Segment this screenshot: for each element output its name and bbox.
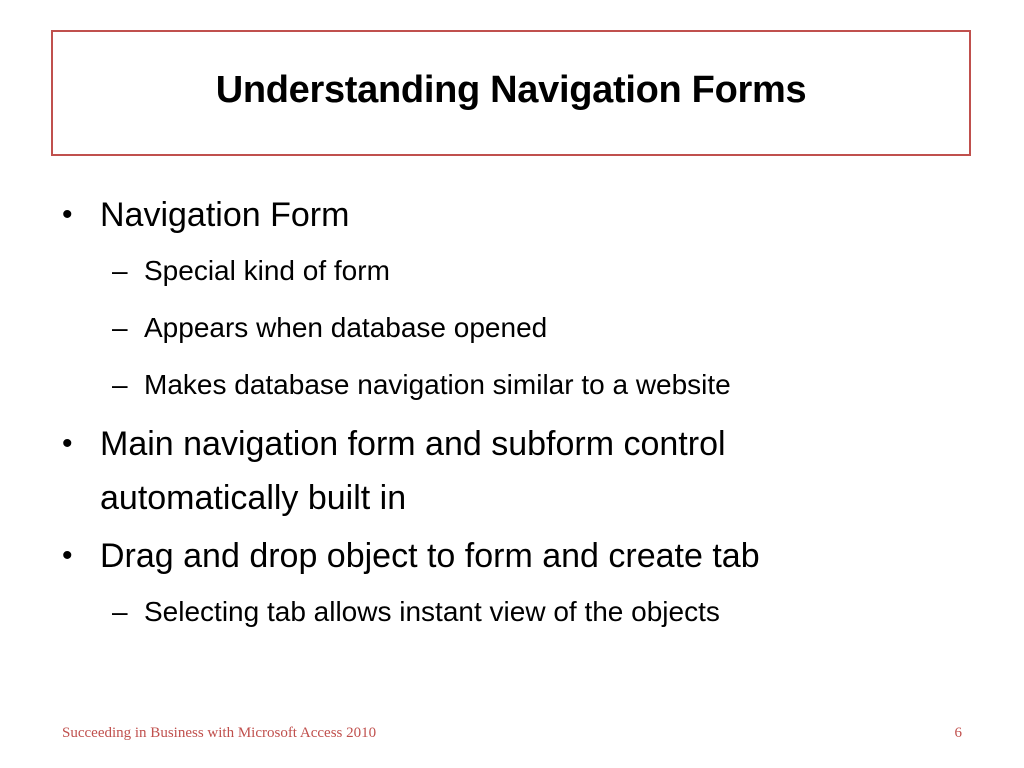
slide-title: Understanding Navigation Forms <box>215 68 807 111</box>
slide-content <box>62 188 962 640</box>
sub-bullet-text: Appears when database opened <box>144 312 548 343</box>
sub-bullet-item <box>62 299 962 356</box>
sub-bullet-item <box>62 583 962 640</box>
bullet-icon: • <box>62 427 73 460</box>
bullet-item <box>62 188 962 242</box>
bullet-text: Drag and drop object to form and create tab <box>100 537 760 575</box>
sub-bullet-text: Makes database navigation similar to a website <box>144 369 731 400</box>
sub-bullet-item <box>62 356 962 413</box>
bullet-item <box>62 417 962 525</box>
bullet-text: Navigation Form <box>100 196 350 234</box>
bullet-item <box>62 529 962 583</box>
bullet-text-line: Main navigation form and subform control <box>100 425 726 463</box>
dash-icon: – <box>112 255 128 286</box>
sub-bullet-text: Special kind of form <box>144 255 390 286</box>
sub-bullet-item <box>62 242 962 299</box>
bullet-icon: • <box>62 539 73 572</box>
bullet-icon: • <box>62 198 73 231</box>
bullet-text-line: automatically built in <box>100 479 407 517</box>
title-box <box>51 30 971 156</box>
dash-icon: – <box>112 312 128 343</box>
page-number: 6 <box>954 725 962 741</box>
dash-icon: – <box>112 369 128 400</box>
sub-bullet-text: Selecting tab allows instant view of the objects <box>144 596 720 627</box>
dash-icon: – <box>112 596 128 627</box>
footer-text: Succeeding in Business with Microsoft Access 2010 <box>62 725 377 741</box>
